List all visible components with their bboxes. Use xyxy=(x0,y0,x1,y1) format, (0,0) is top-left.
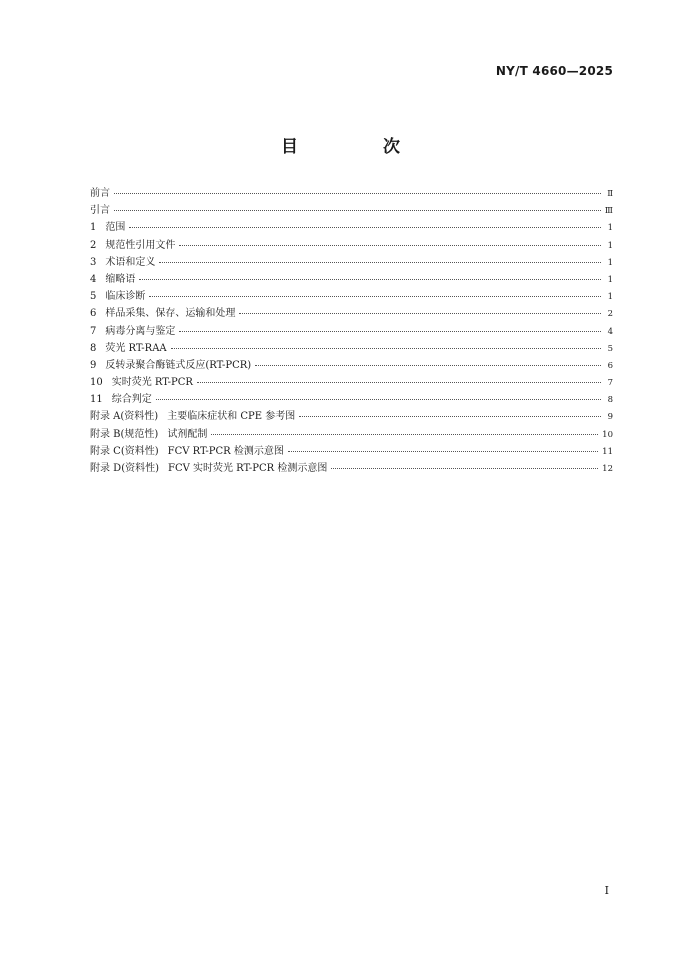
toc-entry-page: 1 xyxy=(607,257,613,268)
toc-entry-number: 附录 B(规范性) xyxy=(90,428,159,440)
toc-entry-label: 术语和定义 xyxy=(105,256,156,268)
toc-entry-real-time-rt-pcr[interactable] xyxy=(90,374,613,391)
toc-entry-page: 1 xyxy=(607,240,613,251)
toc-entry-page: Ⅲ xyxy=(604,206,613,217)
toc-entry-number: 1 xyxy=(90,222,97,234)
toc-leader-dots xyxy=(288,451,598,452)
toc-entry-page: 2 xyxy=(607,309,613,320)
toc-entry-clinical-diagnosis[interactable] xyxy=(90,288,613,305)
toc-leader-dots xyxy=(299,416,601,417)
toc-entry-label: FCV 实时荧光 RT-PCR 检测示意图 xyxy=(168,463,328,474)
toc-entry-page: 7 xyxy=(607,378,613,389)
toc-entry-label: 缩略语 xyxy=(105,273,136,285)
toc-leader-dots xyxy=(159,262,601,263)
toc-entry-label: 范围 xyxy=(105,222,126,234)
toc-entry-number: 8 xyxy=(90,342,97,354)
toc-entry-label: 综合判定 xyxy=(111,394,152,406)
toc-entry-introduction[interactable] xyxy=(90,202,613,219)
toc-leader-dots xyxy=(179,245,601,246)
toc-entry-label: 荧光 RT-RAA xyxy=(105,342,167,354)
toc-entry-page: 12 xyxy=(602,464,613,474)
toc-leader-dots xyxy=(156,399,601,400)
toc-entry-number: 7 xyxy=(90,325,97,337)
toc-entry-label: 试剂配制 xyxy=(167,428,208,440)
toc-leader-dots xyxy=(139,279,601,280)
toc-entry-rt-pcr[interactable] xyxy=(90,357,613,374)
table-of-contents xyxy=(90,185,613,477)
toc-entry-virus-isolation[interactable] xyxy=(90,323,613,340)
toc-entry-page: 1 xyxy=(607,292,613,303)
toc-entry-label: 前言 xyxy=(90,188,110,199)
toc-leader-dots xyxy=(129,227,601,228)
toc-leader-dots xyxy=(149,296,601,297)
toc-leader-dots xyxy=(255,365,601,366)
toc-entry-foreword[interactable] xyxy=(90,185,613,202)
toc-entry-label: 临床诊断 xyxy=(105,291,146,303)
toc-leader-dots xyxy=(114,193,601,194)
toc-entry-normative-references[interactable] xyxy=(90,237,613,254)
toc-entry-label: 主要临床症状和 CPE 参考图 xyxy=(167,411,296,423)
toc-entry-label: 病毒分离与鉴定 xyxy=(105,325,176,337)
toc-entry-comprehensive-judgment[interactable] xyxy=(90,391,613,408)
toc-entry-page: 1 xyxy=(607,274,613,285)
page-title: 目 次 xyxy=(281,137,434,157)
toc-entry-appendix-c[interactable] xyxy=(90,443,613,460)
toc-entry-number: 2 xyxy=(90,239,97,251)
toc-entry-number: 5 xyxy=(90,291,97,303)
toc-entry-number: 附录 C(资料性) xyxy=(90,445,159,457)
toc-entry-number: 11 xyxy=(90,394,103,406)
toc-entry-page: 11 xyxy=(602,446,613,457)
toc-entry-page: 10 xyxy=(602,429,613,440)
toc-entry-appendix-d[interactable] xyxy=(90,460,613,477)
toc-entry-page: 5 xyxy=(607,343,613,354)
toc-entry-page: Ⅱ xyxy=(607,189,613,199)
toc-leader-dots xyxy=(179,331,601,332)
toc-entry-scope[interactable] xyxy=(90,219,613,236)
toc-entry-label: 引言 xyxy=(90,205,110,217)
toc-entry-appendix-b[interactable] xyxy=(90,426,613,443)
page-number: I xyxy=(604,884,609,897)
toc-entry-sample-collection[interactable] xyxy=(90,305,613,322)
toc-entry-label: 样品采集、保存、运输和处理 xyxy=(105,308,236,320)
toc-leader-dots xyxy=(239,313,601,314)
toc-leader-dots xyxy=(211,434,598,435)
standard-code: NY/T 4660—2025 xyxy=(495,64,613,78)
toc-entry-label: 规范性引用文件 xyxy=(105,239,176,251)
toc-entry-number: 9 xyxy=(90,359,97,371)
toc-leader-dots xyxy=(114,210,601,211)
toc-entry-page: 1 xyxy=(607,223,613,234)
toc-entry-fluorescent-rt-raa[interactable] xyxy=(90,340,613,357)
toc-entry-page: 8 xyxy=(607,395,613,406)
toc-entry-number: 附录 A(资料性) xyxy=(90,411,159,423)
toc-entry-number: 4 xyxy=(90,273,97,285)
toc-entry-appendix-a[interactable] xyxy=(90,408,613,425)
toc-entry-page: 4 xyxy=(607,326,613,337)
toc-entry-number: 3 xyxy=(90,256,97,268)
toc-leader-dots xyxy=(171,348,601,349)
toc-leader-dots xyxy=(197,382,601,383)
toc-entry-number: 附录 D(资料性) xyxy=(90,463,159,474)
toc-entry-number: 6 xyxy=(90,308,97,320)
toc-entry-label: FCV RT-PCR 检测示意图 xyxy=(167,445,284,457)
toc-entry-terms-definitions[interactable] xyxy=(90,254,613,271)
toc-entry-page: 6 xyxy=(607,360,613,371)
toc-entry-abbreviations[interactable] xyxy=(90,271,613,288)
toc-leader-dots xyxy=(331,468,598,469)
toc-entry-label: 反转录聚合酶链式反应(RT-PCR) xyxy=(105,359,252,371)
toc-entry-label: 实时荧光 RT-PCR xyxy=(111,377,193,389)
toc-entry-number: 10 xyxy=(90,377,103,389)
toc-entry-page: 9 xyxy=(607,412,613,423)
